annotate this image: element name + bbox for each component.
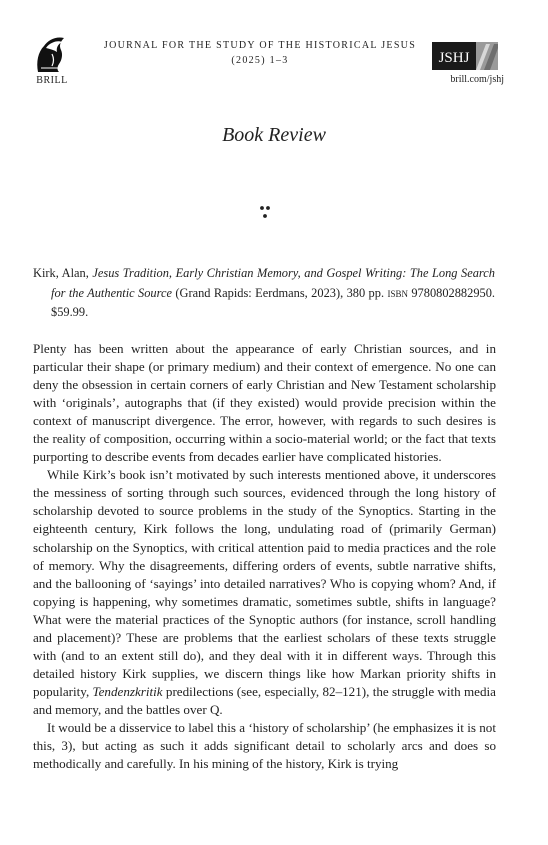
citation-entry: [33, 264, 495, 323]
paragraph-3: It would be a disservice to label this a ‘history of scholarship’ (he emphasizes it is not this, 3), but acting as such it adds significant detail to scholarly arcs and does so methodically and carefully. In his mining of the history, Kirk is trying: [33, 719, 496, 772]
paragraph-2: [33, 466, 496, 719]
brill-athena-logo: [32, 32, 70, 74]
jshj-logo: [432, 42, 498, 70]
journal-heading: [95, 38, 425, 68]
citation-author: Kirk, Alan,: [33, 266, 93, 280]
citation-book-title: Jesus Tradition, Early Christian Memory, and Gospel Writing: The Long Search for the Authentic Source: [51, 266, 495, 300]
journal-title: JOURNAL FOR THE STUDY OF THE HISTORICAL JESUS: [103, 40, 417, 51]
review-body: [33, 340, 496, 773]
book-citation: [33, 264, 495, 323]
journal-issue: (2025) 1–3: [231, 55, 289, 66]
citation-publication: (Grand Rapids: Eerdmans, 2023), 380 pp.: [172, 285, 388, 300]
paragraph-2-text-b: predilections (see, especially, 82–121), the struggle with media and memory, and the battles over Q.: [33, 683, 496, 717]
section-title: Book Review: [222, 124, 326, 146]
page-header: [0, 0, 548, 100]
paragraph-1: Plenty has been written about the appearance of early Christian sources, and in particular their shape (or primary medium) and their context of emergence. No one can deny the obsession in certain corners of early Christian and New Testament scholarship with ‘originals’, autographs that (if they existed) would provide precision within the context of manuscript divergence. The error, however, with regards to such desires is the reality of composition, occurring within a socio-material world; or the fact that texts purporting to describe events from decades earlier have complicated histories.: [33, 341, 496, 465]
citation-isbn-price: 9780802882950. $59.99.: [51, 285, 496, 319]
paragraph-2-term: Tendenzkritik: [92, 683, 163, 699]
jshj-abbrev: JSHJ: [438, 50, 470, 66]
paragraph-2-text-a: While Kirk’s book isn’t motivated by such interests mentioned above, it underscores the messiness of sorting through such sources, evidenced through the long history of scholarship devoted to source problems in the study of the Synoptics. Starting in the eighteenth century, Kirk follows the long, undulating road of (primarily German) scholarship on the Synoptics, with critical attention paid to media practices and the role of memory. Why the disagreements, differing orders of events, subtle narrative shifts, and the ballooning of ‘sayings’ into detailed narratives? Who is copying whom? And, if copying is happening, why sometimes dramatic, sometimes subtle, shifts in language? What were the material practices of the Synoptic authors (for instance, scroll handling and placement)? These are problems that the earliest scholars of these texts struggle with (and to an extent still do), and they deal with it in different ways. Through this detailed history Kirk supplies, we discern things like how Markan priority shifts in popularity,: [33, 467, 496, 699]
ornament-dots-icon: [256, 203, 274, 221]
journal-url: brill.com/jshj: [450, 74, 504, 85]
citation-isbn-label: isbn: [387, 285, 408, 300]
publisher-label: BRILL: [36, 75, 68, 86]
